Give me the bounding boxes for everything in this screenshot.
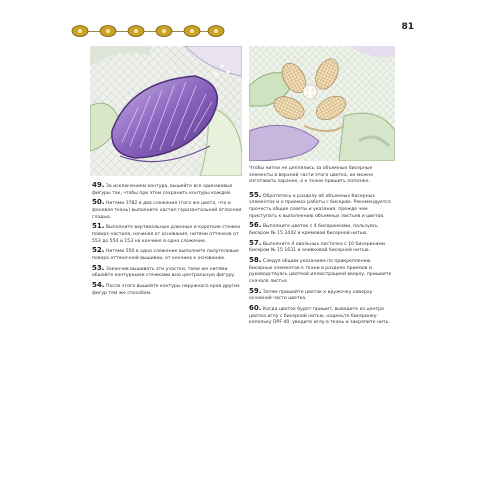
- intro-note: Чтобы нитки не цеплялись за объемные бисерные элементы в верхней части этого цветка, их можно изготовить заранее, а к ткани пришить попозже.: [249, 166, 374, 185]
- beaded-leaves-embroidery-photo: [249, 46, 395, 161]
- step-50: 50. Нитями 3782 в два сложения (того же цвета, что и фоновая ткань) выполните настил горизонтальной атласной гладью.: [92, 198, 242, 220]
- page-number: 81: [401, 22, 414, 32]
- right-text-column: [249, 166, 394, 329]
- step-60: 60. Когда цветок будет пришит, выведите из центра цветка иглу с бисерной нитью, наденьте бисеринку-капельку DPF 40, уведите иглу в ткань и закрепите нить.: [249, 304, 390, 326]
- bead-ornament-icon: [182, 24, 202, 38]
- bead-ornament-icon: [70, 24, 90, 38]
- step-51: 51. Выполните вертикальные длинные и короткие стежки поверх настила, начиная от основания, нитями оттенков от 553 до 554 и 153 на кончике в одно сложение.: [92, 222, 241, 244]
- bead-ornament-icon: [126, 24, 146, 38]
- step-58: 58. Следуя общим указаниям по прикреплению бисерных элементов к ткани в разделе приемов и руководствуясь цветкой иллюстрацией вверху, пришейте сначала листья.: [249, 256, 392, 284]
- step-49: 49. За исключением контура, вышейте все одинаковые фигуры так, чтобы при этом сохранить контуры каждой.: [92, 181, 233, 196]
- step-57: 57. Выполните 4 овальных листочка с 10 бисеринами бисером № 15 1631 и оливковой бисерной нитью.: [249, 238, 385, 254]
- step-53: 53. Закончив вышивать эти участки, теми же нитями обшейте контурными стежками всю центральную фигуру.: [92, 263, 236, 279]
- step-52: 52. Нитями 550 в одно сложение выполните полутелевые поверх оттеночной вышивки, от кончика к основанию.: [92, 246, 239, 261]
- bead-ornament-icon: [154, 24, 174, 38]
- bead-ornament-icon: [98, 24, 118, 38]
- left-text-column: [92, 182, 242, 299]
- step-59: 59. Затем пришейте цветок к кружочку наверху основной части цветка.: [249, 286, 373, 302]
- step-56: 56. Выполните цветок с 4 бисеринками, пользуясь бисером № 15 2442 и кремовой бисерной нитью.: [249, 221, 378, 236]
- purple-flower-embroidery-photo: [90, 46, 242, 176]
- step-55: 55. Обратитесь к разделу об объемных бисерных элементах и о приемах работы с бисером. Рекомендуется прочесть общие советы и указания, прежде чем приступать к выполнению объемных листьев и цветов.: [249, 190, 391, 219]
- step-54: 54. После этого вышейте контуры наружного края других фигур тем же способом.: [92, 281, 240, 296]
- bead-ornament-icon: [206, 24, 226, 38]
